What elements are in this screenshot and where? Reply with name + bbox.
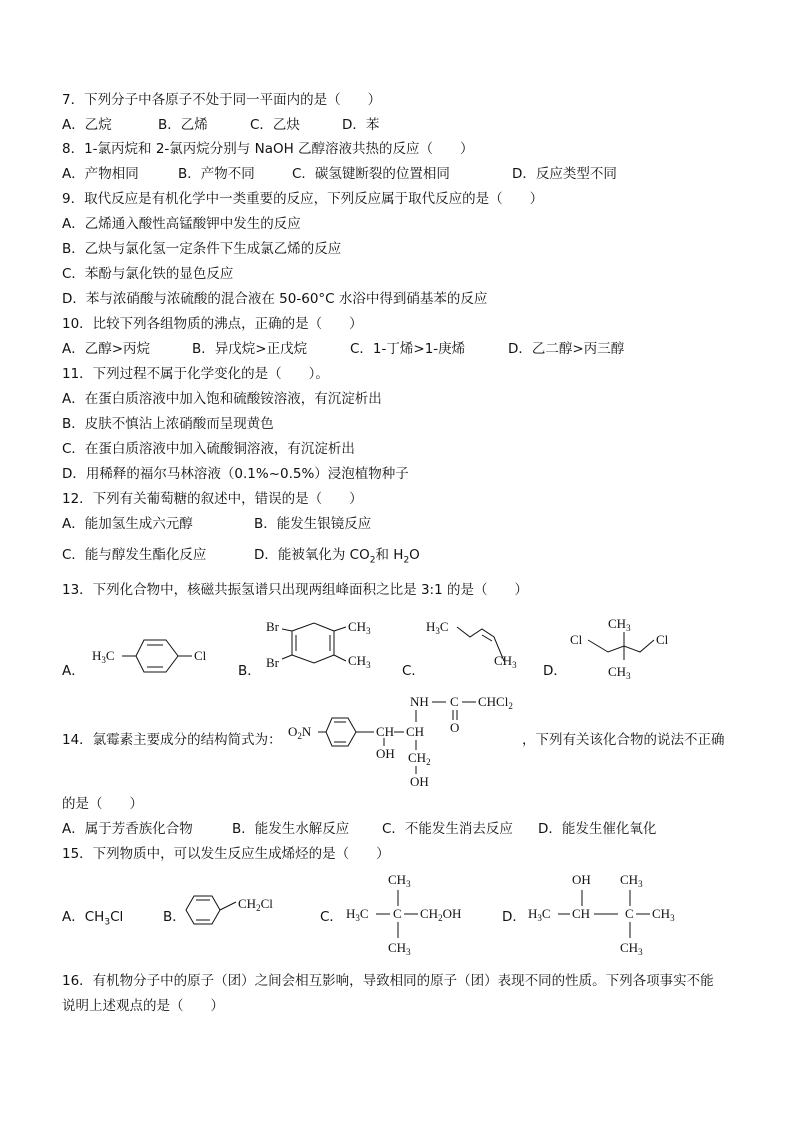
q8-stem: 8．1-氯丙烷和 2-氯丙烷分别与 NaOH 乙醇溶液共热的反应（ ） (62, 141, 474, 157)
q9-option-b: B．乙炔与氯化氢一定条件下生成氯乙烯的反应 (62, 241, 342, 257)
s14-chcl2: CHCl$_2$ (478, 694, 513, 711)
q13-option-c: C． (402, 663, 425, 679)
s14-carbonyl-o: O (450, 720, 460, 735)
s14-nh: NH (410, 694, 429, 709)
s14-ch2: $CH_2$ (408, 750, 431, 767)
q15-option-c: C． (320, 909, 343, 925)
q14-option-d: D．能发生催化氧化 (538, 821, 657, 837)
q9-option-d: D．苯与浓硝酸与浓硫酸的混合液在 50-60°C 水浴中得到硝基苯的反应 (62, 291, 488, 307)
q8-option-d: D．反应类型不同 (512, 166, 617, 182)
q12-d-prefix: D．能被氧化为 CO (254, 547, 370, 563)
q7-option-c: C．乙炔 (250, 117, 300, 133)
s15d-oh: OH (572, 872, 591, 887)
q14-option-a: A．属于芳香族化合物 (62, 821, 193, 837)
s13b-me-bottom: $CH_3$ (348, 653, 371, 670)
s14-oh-1: OH (376, 746, 395, 761)
s13a-h3c: $H_3C$ (92, 648, 115, 665)
q14-option-c: C．不能发生消去反应 (382, 821, 513, 837)
s13d-me-bottom: $CH_3$ (608, 664, 631, 681)
q7-option-b: B．乙烯 (158, 117, 208, 133)
q11-stem: 11．下列过程不属于化学变化的是（ ）。 (62, 366, 329, 382)
q7-stem: 7．下列分子中各原子不处于同一平面内的是（ ） (62, 92, 382, 108)
q13-option-a: A． (62, 663, 85, 679)
q8-option-b: B．产物不同 (178, 166, 255, 182)
q12-option-d: D．能被氧化为 $CO_2$和 $H_2O$ (254, 547, 420, 566)
q13-option-b: B． (238, 663, 261, 679)
q13-option-d: D． (543, 663, 567, 679)
q11-option-b: B．皮肤不慎沾上浓硝酸而呈现黄色 (62, 416, 274, 432)
s13d-cl-left: Cl (570, 632, 583, 647)
structure-14 (286, 692, 526, 790)
q10-option-c: C．1-丁烯>1-庚烯 (350, 341, 466, 357)
s15c-ch2oh: $CH_2OH$ (420, 906, 462, 923)
q9-stem: 9．取代反应是有机化学中一类重要的反应，下列反应属于取代反应的是（ ） (62, 191, 544, 207)
q9-option-c: C．苯酚与氯化铁的显色反应 (62, 266, 234, 282)
structure-13d (568, 612, 688, 682)
q14-stem-post: ，下列有关该化合物的说法不正确 (522, 732, 725, 748)
q10-option-a: A．乙醇>丙烷 (62, 341, 151, 357)
q11-option-c: C．在蛋白质溶液中加入硫酸铜溶液，有沉淀析出 (62, 441, 355, 457)
structure-15c (342, 868, 492, 958)
s13d-me-top: $CH_3$ (608, 616, 631, 633)
s14-oh-2: OH (410, 774, 429, 789)
q11-option-d: D．用稀释的福尔马林溶液（0.1%~0.5%）浸泡植物种子 (62, 466, 409, 482)
s14-carbonyl-c: C (450, 694, 459, 709)
q16-line-1: 16．有机物分子中的原子（团）之间会相互影响，导致相同的原子（团）表现不同的性质。下列各项事实不能 (62, 973, 714, 989)
q9-option-a: A．乙烯通入酸性高锰酸钾中发生的反应 (62, 216, 301, 232)
q15-option-d: D． (502, 909, 526, 925)
q12-d-end: O (409, 547, 420, 563)
s13d-cl-right: Cl (656, 632, 669, 647)
structure-15d (524, 868, 694, 958)
q13-stem: 13．下列化合物中，核磁共振氢谱只出现两组峰面积之比是 3:1 的是（ ） (62, 582, 528, 598)
q12-d-mid: 和 H (375, 547, 404, 563)
q14-stem-cont: 的是（ ） (62, 796, 143, 812)
s15d-ch: CH (572, 906, 591, 921)
s15d-h3c: $H_3C$ (528, 906, 551, 923)
s13c-h3c: $H_3C$ (426, 619, 449, 636)
s13c-ch3: $CH_3$ (494, 653, 517, 670)
q10-option-b: B．异戊烷>正戊烷 (192, 341, 308, 357)
q11-option-a: A．在蛋白质溶液中加入饱和硫酸铵溶液，有沉淀析出 (62, 391, 382, 407)
s14-ch-2: CH (406, 724, 425, 739)
q8-option-c: C．碳氢键断裂的位置相同 (292, 166, 450, 182)
s13b-me-top: $CH_3$ (348, 619, 371, 636)
s15d-ch3-top: $CH_3$ (620, 872, 643, 889)
s13a-cl: Cl (194, 648, 207, 663)
q12-option-c: C．能与醇发生酯化反应 (62, 547, 207, 563)
q14-option-b: B．能发生水解反应 (232, 821, 350, 837)
q12-option-b: B．能发生银镜反应 (254, 516, 372, 532)
s14-nitro: $O_2N$ (288, 724, 312, 741)
structure-13a (88, 630, 228, 680)
q10-option-d: D．乙二醇>丙三醇 (508, 341, 625, 357)
s15c-ch3-bottom: $CH_3$ (388, 940, 411, 957)
q10-stem: 10．比较下列各组物质的沸点，正确的是（ ） (62, 316, 363, 332)
s14-ch-1: CH (376, 724, 395, 739)
s15d-ch3-right: $CH_3$ (652, 906, 675, 923)
q12-option-a: A．能加氢生成六元醇 (62, 516, 193, 532)
q12-stem: 12．下列有关葡萄糖的叙述中，错误的是（ ） (62, 491, 363, 507)
s15d-c: C (625, 906, 634, 921)
q15-a-text: A．CH (62, 909, 105, 925)
structure-15b (184, 892, 294, 932)
s13b-br-top: Br (266, 619, 279, 634)
q8-option-a: A．产物相同 (62, 166, 139, 182)
s13b-br-bottom: Br (266, 655, 279, 670)
s15c-ch3-top: $CH_3$ (388, 872, 411, 889)
q16-line-2: 说明上述观点的是（ ） (62, 998, 224, 1014)
s15b-ch2cl: $CH_2Cl$ (238, 896, 273, 913)
s15d-ch3-bottom: $CH_3$ (620, 940, 643, 957)
q7-option-a: A．乙烷 (62, 117, 112, 133)
q15-a-tail: Cl (110, 909, 124, 925)
structure-13c (424, 615, 534, 675)
s15c-h3c: $H_3C$ (346, 906, 369, 923)
q15-stem: 15．下列物质中，可以发生反应生成烯烃的是（ ） (62, 846, 390, 862)
q15-option-b: B． (163, 909, 186, 925)
s15c-c: C (393, 906, 402, 921)
q15-option-a: A．$CH_3Cl$ (62, 909, 124, 928)
q7-option-d: D．苯 (342, 117, 380, 133)
structure-13b (262, 615, 392, 675)
q14-stem-pre: 14．氯霉素主要成分的结构简式为： (62, 732, 282, 748)
